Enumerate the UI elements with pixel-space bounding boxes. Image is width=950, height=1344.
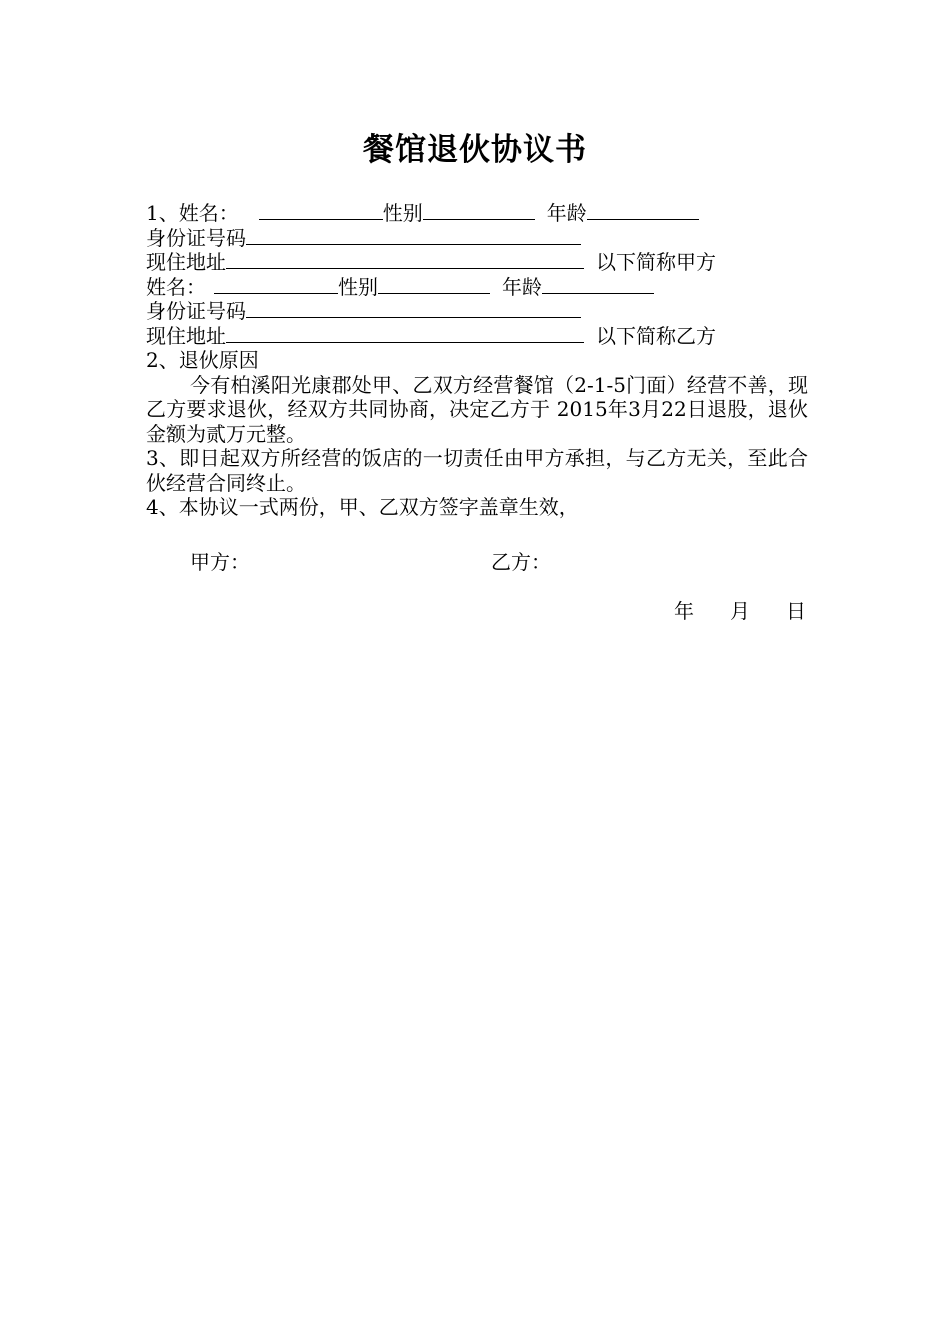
- party-a-name-label: 1、姓名：: [146, 201, 239, 225]
- party-a-address-row: [146, 250, 716, 275]
- date-year: 年: [674, 599, 694, 623]
- section-4-text: 4、本协议一式两份，甲、乙双方签字盖章生效，: [146, 495, 579, 519]
- party-a-id-blank[interactable]: [246, 226, 581, 245]
- section-3-text: 3、即日起双方所经营的饭店的一切责任由甲方承担，与乙方无关，至此合伙经营合同终止。: [146, 446, 808, 495]
- party-b-gender-blank[interactable]: [378, 275, 490, 294]
- party-a-address-blank[interactable]: [226, 250, 584, 269]
- party-a-id-row: [146, 226, 581, 251]
- party-b-age-blank[interactable]: [542, 275, 654, 294]
- party-a-address-label: 现住地址: [146, 250, 226, 274]
- party-b-gender-label: 性别: [338, 274, 378, 299]
- party-a-gender-label: 性别: [382, 201, 423, 225]
- party-a-name-row: [146, 201, 699, 226]
- party-a-name-blank[interactable]: [259, 201, 383, 220]
- party-a-alias: 以下简称甲方: [596, 250, 716, 274]
- document-title: 餐馆退伙协议书: [363, 132, 587, 168]
- party-b-id-row: [146, 299, 581, 324]
- date-month: 月: [730, 599, 750, 623]
- party-b-age-label: 年龄: [502, 274, 542, 299]
- party-b-id-blank[interactable]: [246, 299, 581, 318]
- section-2-heading: 2、退伙原因: [146, 348, 259, 372]
- date-day: 日: [786, 599, 806, 623]
- party-a-gender-blank[interactable]: [423, 201, 535, 220]
- party-b-address-label: 现住地址: [146, 323, 226, 348]
- party-b-signature-label: 乙方：: [491, 550, 551, 574]
- party-b-address-row: [146, 324, 716, 349]
- party-b-id-label: 身份证号码: [146, 299, 246, 323]
- party-b-name-label: 姓名：: [146, 274, 206, 299]
- section-2-body: 今有柏溪阳光康郡处甲、乙双方经营餐馆（2-1-5门面）经营不善，现乙方要求退伙，经双方共同协商，决定乙方于 2015年3月22日退股，退伙金额为贰万元整。: [146, 372, 808, 446]
- party-b-alias: 以下简称乙方: [596, 323, 716, 348]
- party-a-age-blank[interactable]: [587, 201, 699, 220]
- party-b-address-blank[interactable]: [226, 324, 584, 343]
- party-b-name-row: [146, 275, 654, 300]
- party-a-age-label: 年龄: [546, 201, 587, 225]
- party-b-name-blank[interactable]: [214, 275, 338, 294]
- party-a-id-label: 身份证号码: [146, 225, 246, 250]
- party-a-signature-label: 甲方：: [190, 550, 250, 574]
